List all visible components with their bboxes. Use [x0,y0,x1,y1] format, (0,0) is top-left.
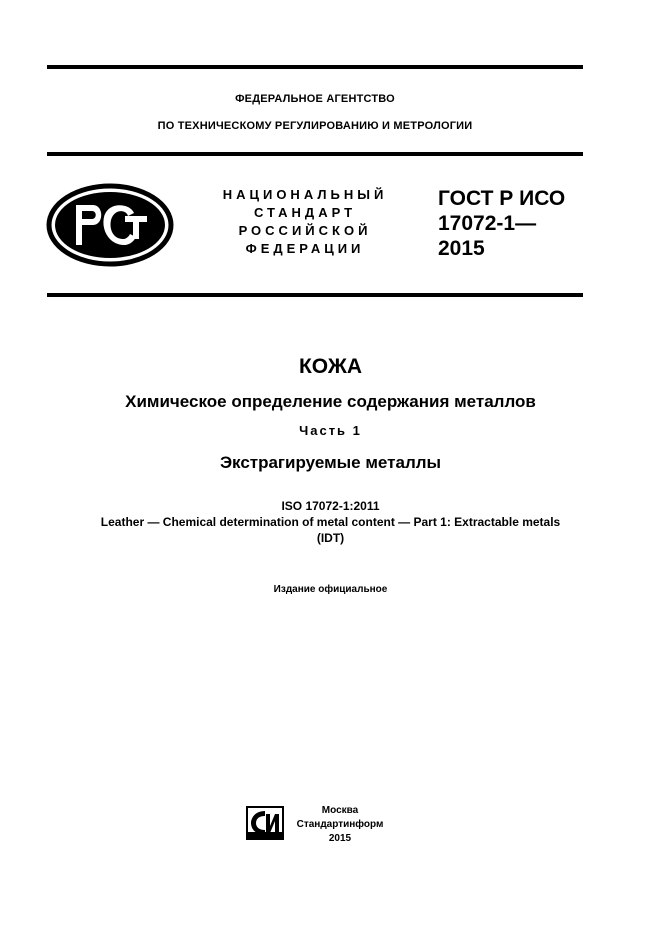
rst-certification-icon [46,183,174,267]
standard-code-line: 17072-1— [438,212,537,235]
part-title: Экстрагируемые металлы [219,453,442,472]
iso-degree: (IDT) [316,531,345,545]
publisher-city: Москва [321,805,359,816]
standard-code-line: ГОСТ Р ИСО [438,187,566,210]
block-rule [47,293,583,297]
national-line: ФЕДЕРАЦИИ [245,241,365,256]
standard-code [438,186,588,261]
agency-line-2: ПО ТЕХНИЧЕСКОМУ РЕГУЛИРОВАНИЮ И МЕТРОЛОГИИ [157,120,473,132]
part-label: Часть 1 [299,423,362,438]
edition-label: Издание официальное [273,584,388,595]
main-title: КОЖА [298,355,363,378]
iso-reference [0,498,661,546]
standartinform-icon [246,806,284,840]
national-line: РОССИЙСКОЙ [238,223,372,238]
national-line: СТАНДАРТ [253,205,357,220]
national-standard-label [205,186,405,258]
agency-line-1: ФЕДЕРАЛЬНОЕ АГЕНТСТВО [235,93,395,105]
publisher-year: 2015 [328,833,352,844]
iso-english-title: Leather — Chemical determination of metal content — Part 1: Extractable metals [100,515,561,529]
publisher-name: Стандартинформ [296,819,384,830]
subtitle: Химическое определение содержания металлов [125,392,536,411]
top-rule [47,65,583,69]
publisher-info [290,804,390,846]
national-line: НАЦИОНАЛЬНЫЙ [222,187,388,202]
standard-code-line: 2015 [438,237,485,260]
iso-number: ISO 17072-1:2011 [281,499,380,513]
header-rule [47,152,583,156]
